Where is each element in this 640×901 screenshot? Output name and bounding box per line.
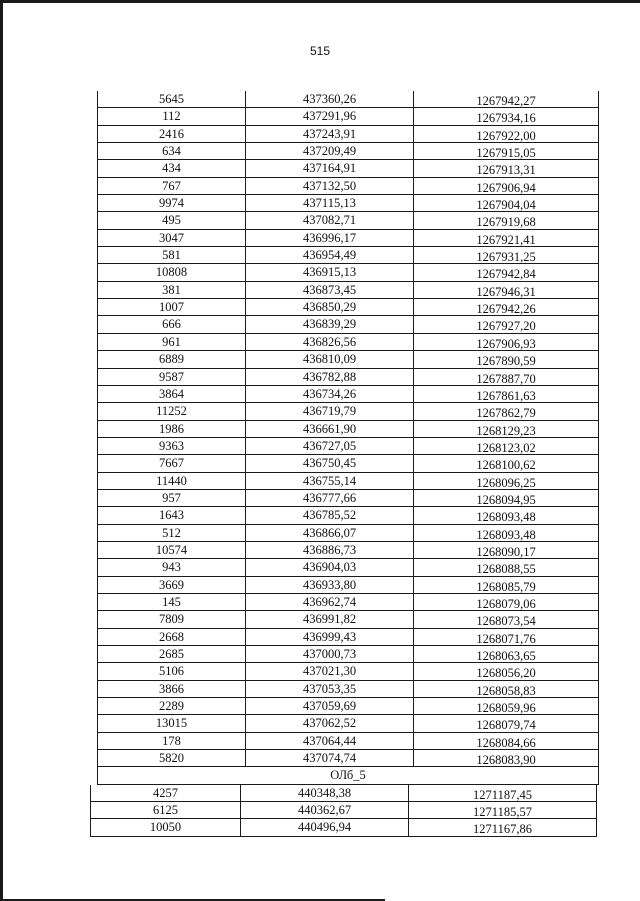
x-coordinate-cell: 437360,26 xyxy=(246,91,414,107)
y-coordinate-cell: 1267915,05 xyxy=(476,146,536,160)
x-coordinate-cell: 436999,43 xyxy=(246,629,414,645)
x-coordinate-cell: 436719,79 xyxy=(246,403,414,419)
y-coordinate-cell: 1267942,26 xyxy=(476,302,536,316)
x-coordinate-cell: 436810,09 xyxy=(246,351,414,367)
table-row xyxy=(98,559,598,576)
y-coordinate-cell: 1268093,48 xyxy=(476,527,536,541)
point-number-cell: 581 xyxy=(98,247,246,263)
x-coordinate-cell: 436750,45 xyxy=(246,455,414,471)
y-coordinate-cell: 1267887,70 xyxy=(476,371,536,385)
x-coordinate-cell: 437064,44 xyxy=(246,733,414,749)
table-row xyxy=(98,733,598,750)
table-row xyxy=(98,681,598,698)
table-row xyxy=(98,195,598,212)
table-row xyxy=(98,108,598,125)
point-number-cell: 6889 xyxy=(98,351,246,367)
point-number-cell: 10050 xyxy=(91,819,241,835)
y-coordinate-cell: 1268079,74 xyxy=(476,718,536,732)
x-coordinate-cell: 436826,56 xyxy=(246,334,414,350)
table-row xyxy=(98,542,598,559)
table-row xyxy=(98,403,598,420)
x-coordinate-cell: 436734,26 xyxy=(246,386,414,402)
point-number-cell: 2685 xyxy=(98,646,246,662)
x-coordinate-cell: 436785,52 xyxy=(246,507,414,523)
point-number-cell: 7667 xyxy=(98,455,246,471)
point-number-cell: 6125 xyxy=(91,802,241,818)
table-row xyxy=(98,282,598,299)
table-row xyxy=(98,473,598,490)
point-number-cell: 434 xyxy=(98,160,246,176)
y-coordinate-cell: 1268059,96 xyxy=(476,701,536,715)
point-number-cell: 634 xyxy=(98,143,246,159)
point-number-cell: 1986 xyxy=(98,421,246,437)
page-number: 515 xyxy=(309,44,331,58)
table-row xyxy=(98,646,598,663)
point-number-cell: 5645 xyxy=(98,91,246,107)
table-row xyxy=(98,594,598,611)
y-coordinate-cell: 1267906,94 xyxy=(476,180,536,195)
point-number-cell: 512 xyxy=(98,525,246,541)
point-number-cell: 178 xyxy=(98,733,246,749)
point-number-cell: 2289 xyxy=(98,698,246,714)
table-row xyxy=(98,507,598,524)
x-coordinate-cell: 436850,29 xyxy=(246,299,414,315)
point-number-cell: 666 xyxy=(98,316,246,332)
point-number-cell: 7809 xyxy=(98,611,246,627)
table-row xyxy=(98,334,598,351)
x-coordinate-cell: 437062,52 xyxy=(246,715,414,731)
coordinates-table xyxy=(97,91,599,785)
y-coordinate-cell: 1267922,00 xyxy=(476,128,536,143)
point-number-cell: 943 xyxy=(98,559,246,575)
y-coordinate-cell: 1267890,59 xyxy=(476,354,536,368)
x-coordinate-cell: 437000,73 xyxy=(246,646,414,662)
point-number-cell: 9363 xyxy=(98,438,246,454)
y-coordinate-cell: 1267904,04 xyxy=(476,198,536,212)
y-coordinate-cell: 1268063,65 xyxy=(476,649,536,663)
table-row xyxy=(98,490,598,507)
y-coordinate-cell: 1268123,02 xyxy=(476,440,536,455)
point-number-cell: 1643 xyxy=(98,507,246,523)
point-number-cell: 3866 xyxy=(98,681,246,697)
y-coordinate-cell: 1267861,63 xyxy=(476,388,536,403)
x-coordinate-cell: 437132,50 xyxy=(246,178,414,194)
x-coordinate-cell: 436661,90 xyxy=(246,421,414,437)
point-number-cell: 13015 xyxy=(98,715,246,731)
y-coordinate-cell: 1268129,23 xyxy=(476,423,536,437)
table-row xyxy=(98,91,598,108)
y-coordinate-cell: 1268058,83 xyxy=(476,683,536,698)
x-coordinate-cell: 437021,30 xyxy=(246,663,414,679)
x-coordinate-cell: 437074,74 xyxy=(246,750,414,766)
table-row xyxy=(98,160,598,177)
point-number-cell: 381 xyxy=(98,282,246,298)
point-number-cell: 1007 xyxy=(98,299,246,315)
x-coordinate-cell: 436777,66 xyxy=(246,490,414,506)
point-number-cell: 3864 xyxy=(98,386,246,402)
y-coordinate-cell: 1267931,25 xyxy=(476,250,536,264)
table-row xyxy=(98,247,598,264)
table-row xyxy=(98,143,598,160)
y-coordinate-cell: 1267946,31 xyxy=(476,284,536,299)
x-coordinate-cell: 436991,82 xyxy=(246,611,414,627)
y-coordinate-cell: 1268094,95 xyxy=(476,492,536,507)
point-number-cell: 2668 xyxy=(98,629,246,645)
point-number-cell: 145 xyxy=(98,594,246,610)
x-coordinate-cell: 436904,03 xyxy=(246,559,414,575)
table-row xyxy=(98,525,598,542)
table-row xyxy=(98,438,598,455)
table-row xyxy=(98,316,598,333)
y-coordinate-cell: 1271187,45 xyxy=(473,787,532,802)
x-coordinate-cell: 436933,80 xyxy=(246,577,414,593)
x-coordinate-cell: 437053,35 xyxy=(246,681,414,697)
x-coordinate-cell: 436954,49 xyxy=(246,247,414,263)
table-row xyxy=(98,212,598,229)
point-number-cell: 5820 xyxy=(98,750,246,766)
table-row xyxy=(98,577,598,594)
y-coordinate-cell: 1267913,31 xyxy=(476,163,536,177)
x-coordinate-cell: 436839,29 xyxy=(246,316,414,332)
y-coordinate-cell: 1267906,93 xyxy=(476,336,536,351)
y-coordinate-cell: 1268073,54 xyxy=(476,614,536,628)
point-number-cell: 957 xyxy=(98,490,246,506)
section-coordinates-table xyxy=(90,785,597,837)
x-coordinate-cell: 437082,71 xyxy=(246,212,414,228)
table-row xyxy=(98,611,598,628)
y-coordinate-cell: 1268085,79 xyxy=(476,579,536,593)
x-coordinate-cell: 437243,91 xyxy=(246,126,414,142)
point-number-cell: 10574 xyxy=(98,542,246,558)
table-row xyxy=(98,386,598,403)
x-coordinate-cell: 436866,07 xyxy=(246,525,414,541)
x-coordinate-cell: 437291,96 xyxy=(246,108,414,124)
point-number-cell: 961 xyxy=(98,334,246,350)
x-coordinate-cell: 436996,17 xyxy=(246,230,414,246)
point-number-cell: 112 xyxy=(98,108,246,124)
table-row xyxy=(98,698,598,715)
scan-border-left xyxy=(0,0,3,901)
y-coordinate-cell: 1268056,20 xyxy=(476,666,536,680)
y-coordinate-cell: 1267927,20 xyxy=(476,319,536,333)
x-coordinate-cell: 437209,49 xyxy=(246,143,414,159)
table-row xyxy=(98,421,598,438)
y-coordinate-cell: 1268093,48 xyxy=(476,510,536,524)
point-number-cell: 3669 xyxy=(98,577,246,593)
y-coordinate-cell: 1267919,68 xyxy=(476,215,536,229)
table-row xyxy=(98,230,598,247)
table-row xyxy=(98,715,598,732)
table-row xyxy=(98,351,598,368)
y-coordinate-cell: 1267934,16 xyxy=(476,111,536,125)
y-coordinate-cell: 1268090,17 xyxy=(476,544,536,559)
point-number-cell: 9587 xyxy=(98,369,246,385)
point-number-cell: 11440 xyxy=(98,473,246,489)
scan-border-top xyxy=(0,0,640,3)
y-coordinate-cell: 1268100,62 xyxy=(476,458,536,472)
table-row xyxy=(98,299,598,316)
table-row xyxy=(98,369,598,386)
x-coordinate-cell: 440362,67 xyxy=(241,802,409,818)
y-coordinate-cell: 1271185,57 xyxy=(473,805,532,819)
table-row xyxy=(98,629,598,646)
point-number-cell: 767 xyxy=(98,178,246,194)
y-coordinate-cell: 1268071,76 xyxy=(476,631,536,645)
table-row xyxy=(98,455,598,472)
point-number-cell: 495 xyxy=(98,212,246,228)
y-coordinate-cell: 1268084,66 xyxy=(476,735,536,750)
y-coordinate-cell: 1267921,41 xyxy=(476,232,536,247)
point-number-cell: 5106 xyxy=(98,663,246,679)
x-coordinate-cell: 436782,88 xyxy=(246,369,414,385)
x-coordinate-cell: 437059,69 xyxy=(246,698,414,714)
x-coordinate-cell: 437115,13 xyxy=(246,195,414,211)
x-coordinate-cell: 436915,13 xyxy=(246,264,414,280)
x-coordinate-cell: 440348,38 xyxy=(241,785,409,801)
y-coordinate-cell: 1268079,06 xyxy=(476,596,536,611)
point-number-cell: 9974 xyxy=(98,195,246,211)
table-row xyxy=(91,802,596,819)
table-row xyxy=(98,126,598,143)
y-coordinate-cell: 1268096,25 xyxy=(476,475,536,489)
x-coordinate-cell: 436873,45 xyxy=(246,282,414,298)
table-row xyxy=(98,264,598,281)
table-row xyxy=(98,663,598,680)
point-number-cell: 2416 xyxy=(98,126,246,142)
y-coordinate-cell: 1267862,79 xyxy=(476,406,536,420)
point-number-cell: 10808 xyxy=(98,264,246,280)
x-coordinate-cell: 436886,73 xyxy=(246,542,414,558)
x-coordinate-cell: 440496,94 xyxy=(241,819,409,835)
point-number-cell: 3047 xyxy=(98,230,246,246)
table-row xyxy=(98,178,598,195)
table-row xyxy=(98,750,598,767)
section-label: ОЛб_5 xyxy=(98,767,598,784)
table-row xyxy=(91,785,596,802)
y-coordinate-cell: 1268083,90 xyxy=(476,753,536,767)
y-coordinate-cell: 1268088,55 xyxy=(476,562,536,576)
x-coordinate-cell: 436727,05 xyxy=(246,438,414,454)
x-coordinate-cell: 436755,14 xyxy=(246,473,414,489)
x-coordinate-cell: 437164,91 xyxy=(246,160,414,176)
point-number-cell: 4257 xyxy=(91,785,241,801)
y-coordinate-cell: 1267942,27 xyxy=(476,94,536,108)
y-coordinate-cell: 1267942,84 xyxy=(476,267,536,281)
table-row xyxy=(91,819,596,836)
x-coordinate-cell: 436962,74 xyxy=(246,594,414,610)
point-number-cell: 11252 xyxy=(98,403,246,419)
y-coordinate-cell: 1271167,86 xyxy=(473,822,532,836)
